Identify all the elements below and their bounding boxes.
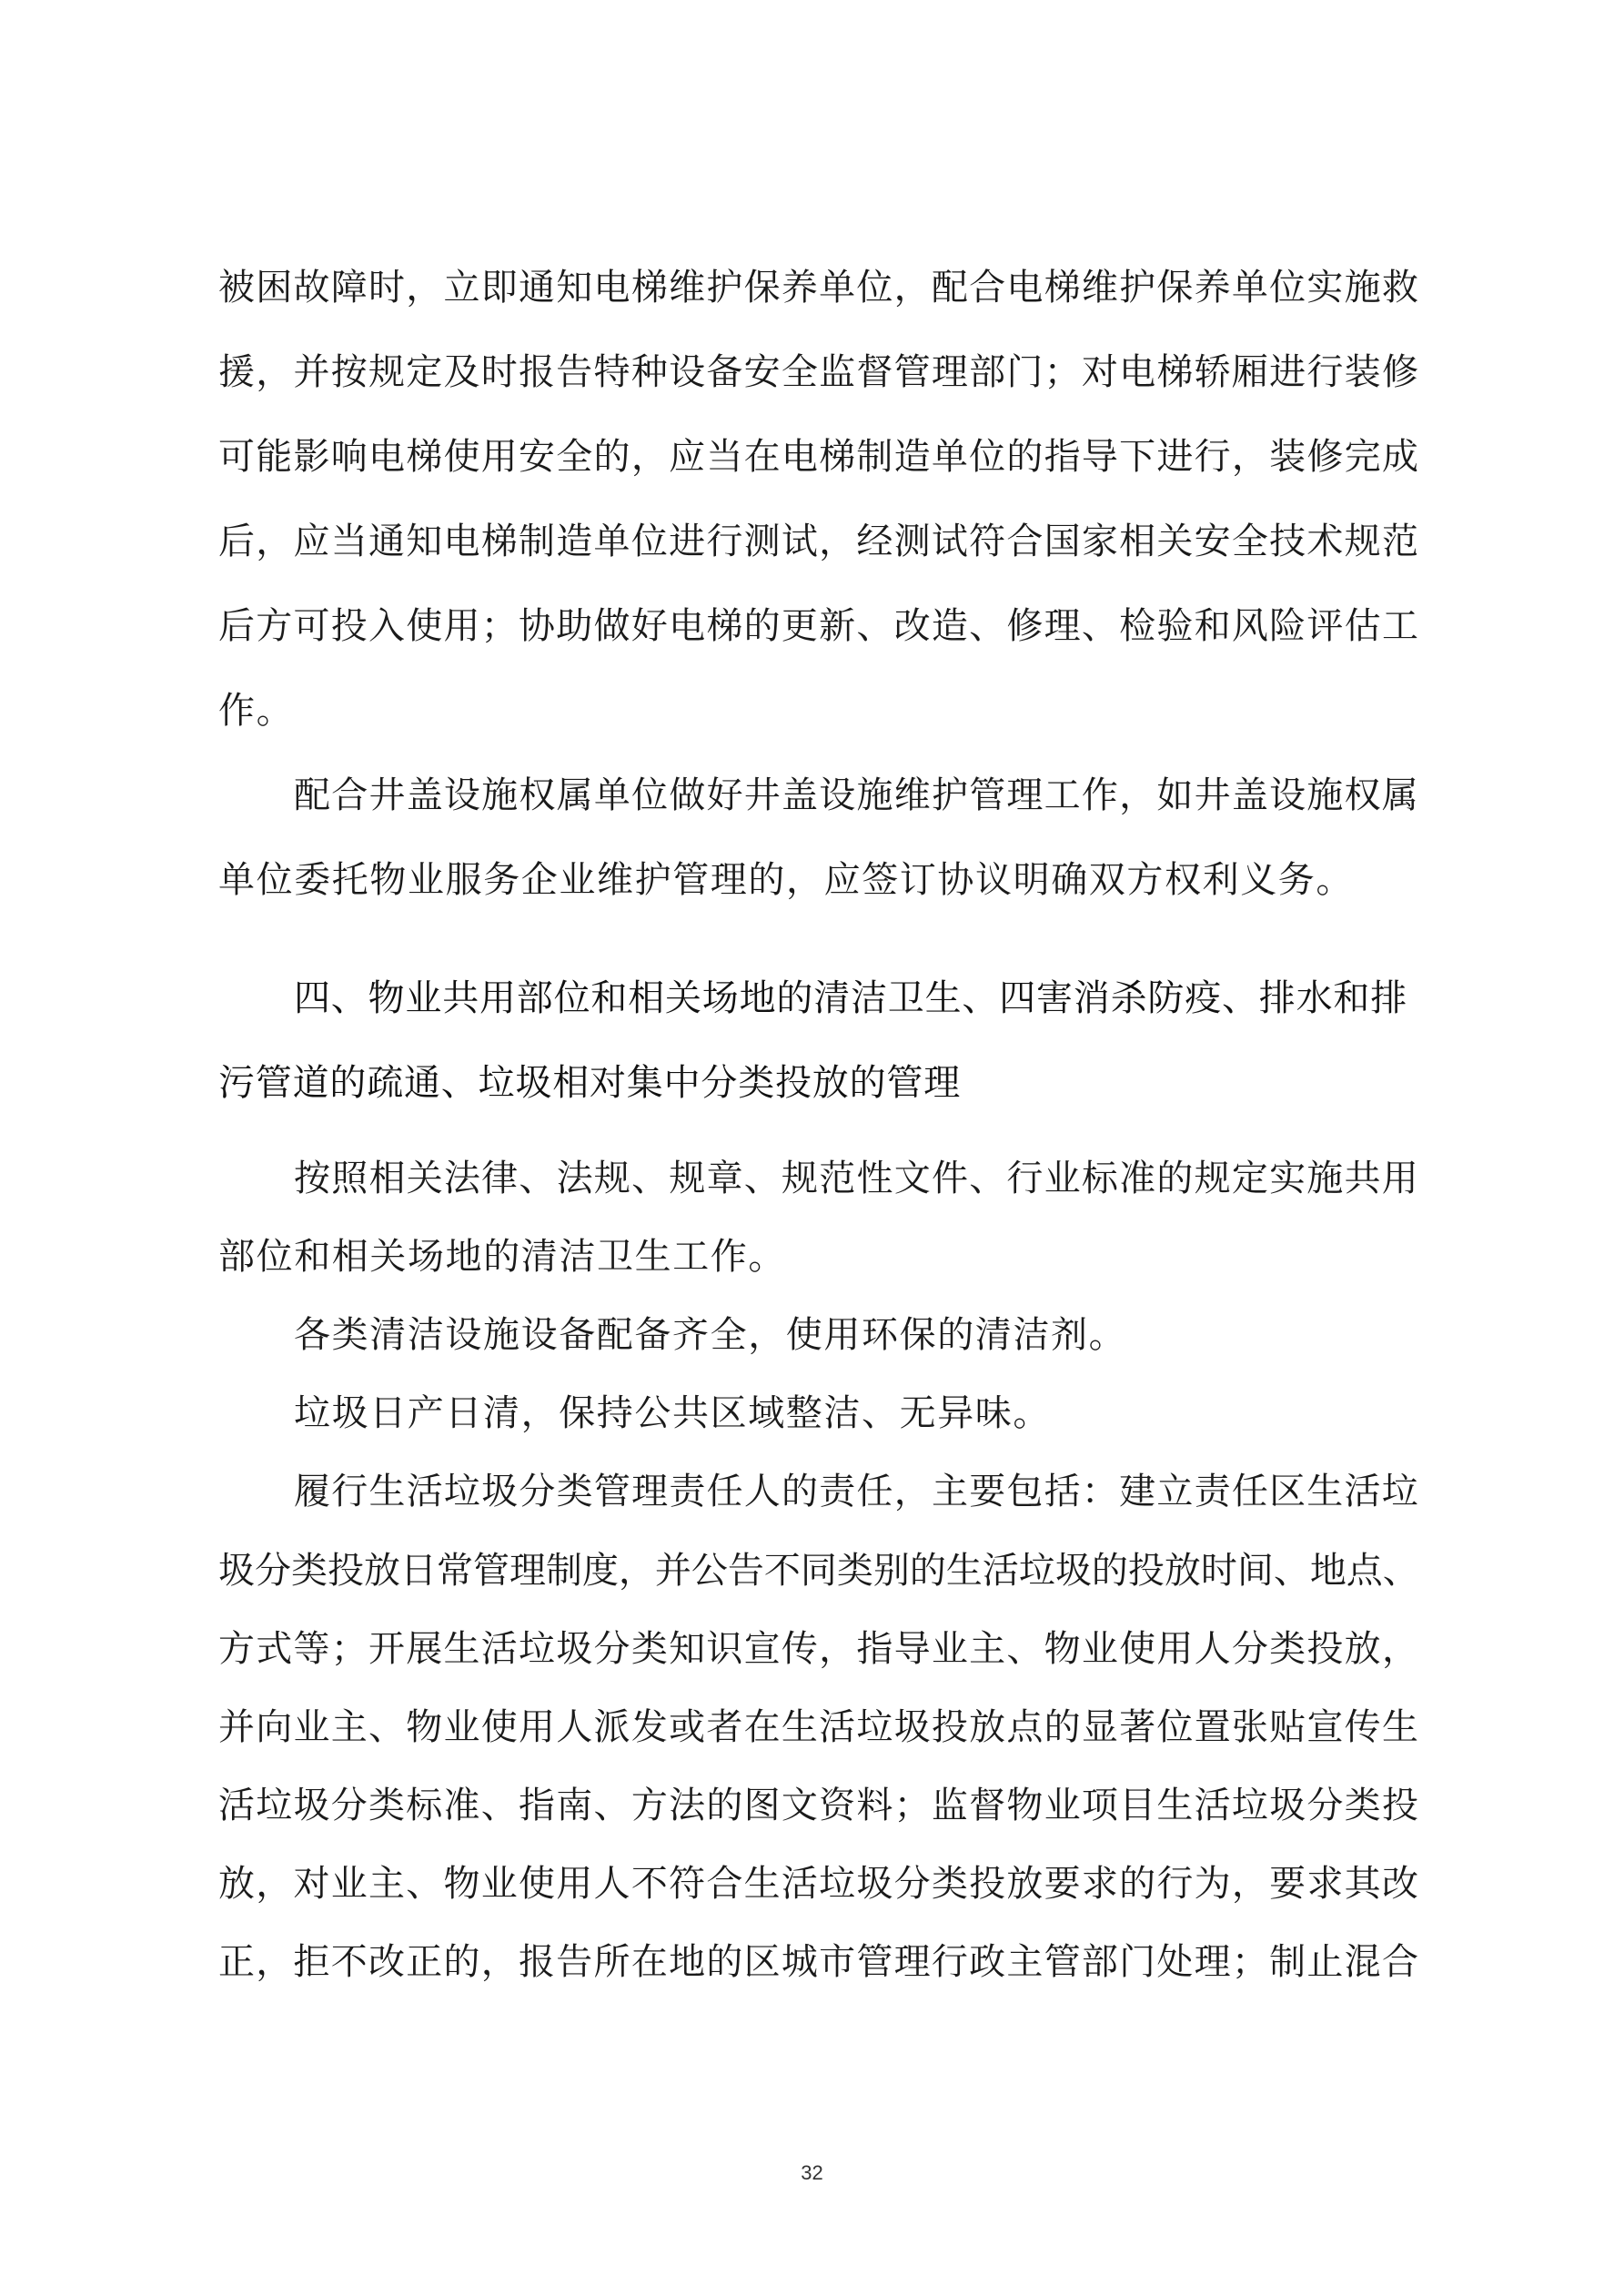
text-line: 配合井盖设施权属单位做好井盖设施维护管理工作，如井盖设施权属 (294, 774, 1419, 816)
text-line: 后，应当通知电梯制造单位进行测试，经测试符合国家相关安全技术规范 (218, 521, 1420, 562)
page-number: 32 (801, 2161, 823, 2184)
text-line: 被困故障时，立即通知电梯维护保养单位，配合电梯维护保养单位实施救 (218, 267, 1420, 308)
text-line: 正，拒不改正的，报告所在地的区城市管理行政主管部门处理；制止混合 (218, 1941, 1420, 1983)
text-line: 垃圾日产日清，保持公共区域整洁、无异味。 (294, 1392, 1051, 1434)
text-line: 并向业主、物业使用人派发或者在生活垃圾投放点的显著位置张贴宣传生 (218, 1706, 1420, 1748)
text-line: 援，并按规定及时报告特种设备安全监督管理部门；对电梯轿厢进行装修 (218, 351, 1420, 393)
text-line: 履行生活垃圾分类管理责任人的责任，主要包括：建立责任区生活垃 (294, 1471, 1419, 1512)
text-line: 各类清洁设施设备配备齐全，使用环保的清洁剂。 (294, 1314, 1127, 1356)
text-line: 可能影响电梯使用安全的，应当在电梯制造单位的指导下进行，装修完成 (218, 436, 1420, 478)
text-line: 作。 (218, 690, 295, 732)
text-line: 单位委托物业服务企业维护管理的，应签订协议明确双方权利义务。 (218, 859, 1354, 901)
text-line: 放，对业主、物业使用人不符合生活垃圾分类投放要求的行为，要求其改 (218, 1863, 1420, 1905)
text-line: 活垃圾分类标准、指南、方法的图文资料；监督物业项目生活垃圾分类投 (218, 1785, 1420, 1826)
section-heading: 污管道的疏通、垃圾相对集中分类投放的管理 (218, 1062, 961, 1104)
text-line: 后方可投入使用；协助做好电梯的更新、改造、修理、检验和风险评估工 (218, 605, 1420, 647)
text-line: 圾分类投放日常管理制度，并公告不同类别的生活垃圾的投放时间、地点、 (218, 1550, 1419, 1592)
section-heading: 四、物业共用部位和相关场地的清洁卫生、四害消杀防疫、排水和排 (294, 977, 1407, 1019)
text-line: 按照相关法律、法规、规章、规范性文件、行业标准的规定实施共用 (294, 1158, 1419, 1199)
text-line: 部位和相关场地的清洁卫生工作。 (218, 1236, 786, 1278)
text-line: 方式等；开展生活垃圾分类知识宣传，指导业主、物业使用人分类投放， (218, 1628, 1420, 1670)
